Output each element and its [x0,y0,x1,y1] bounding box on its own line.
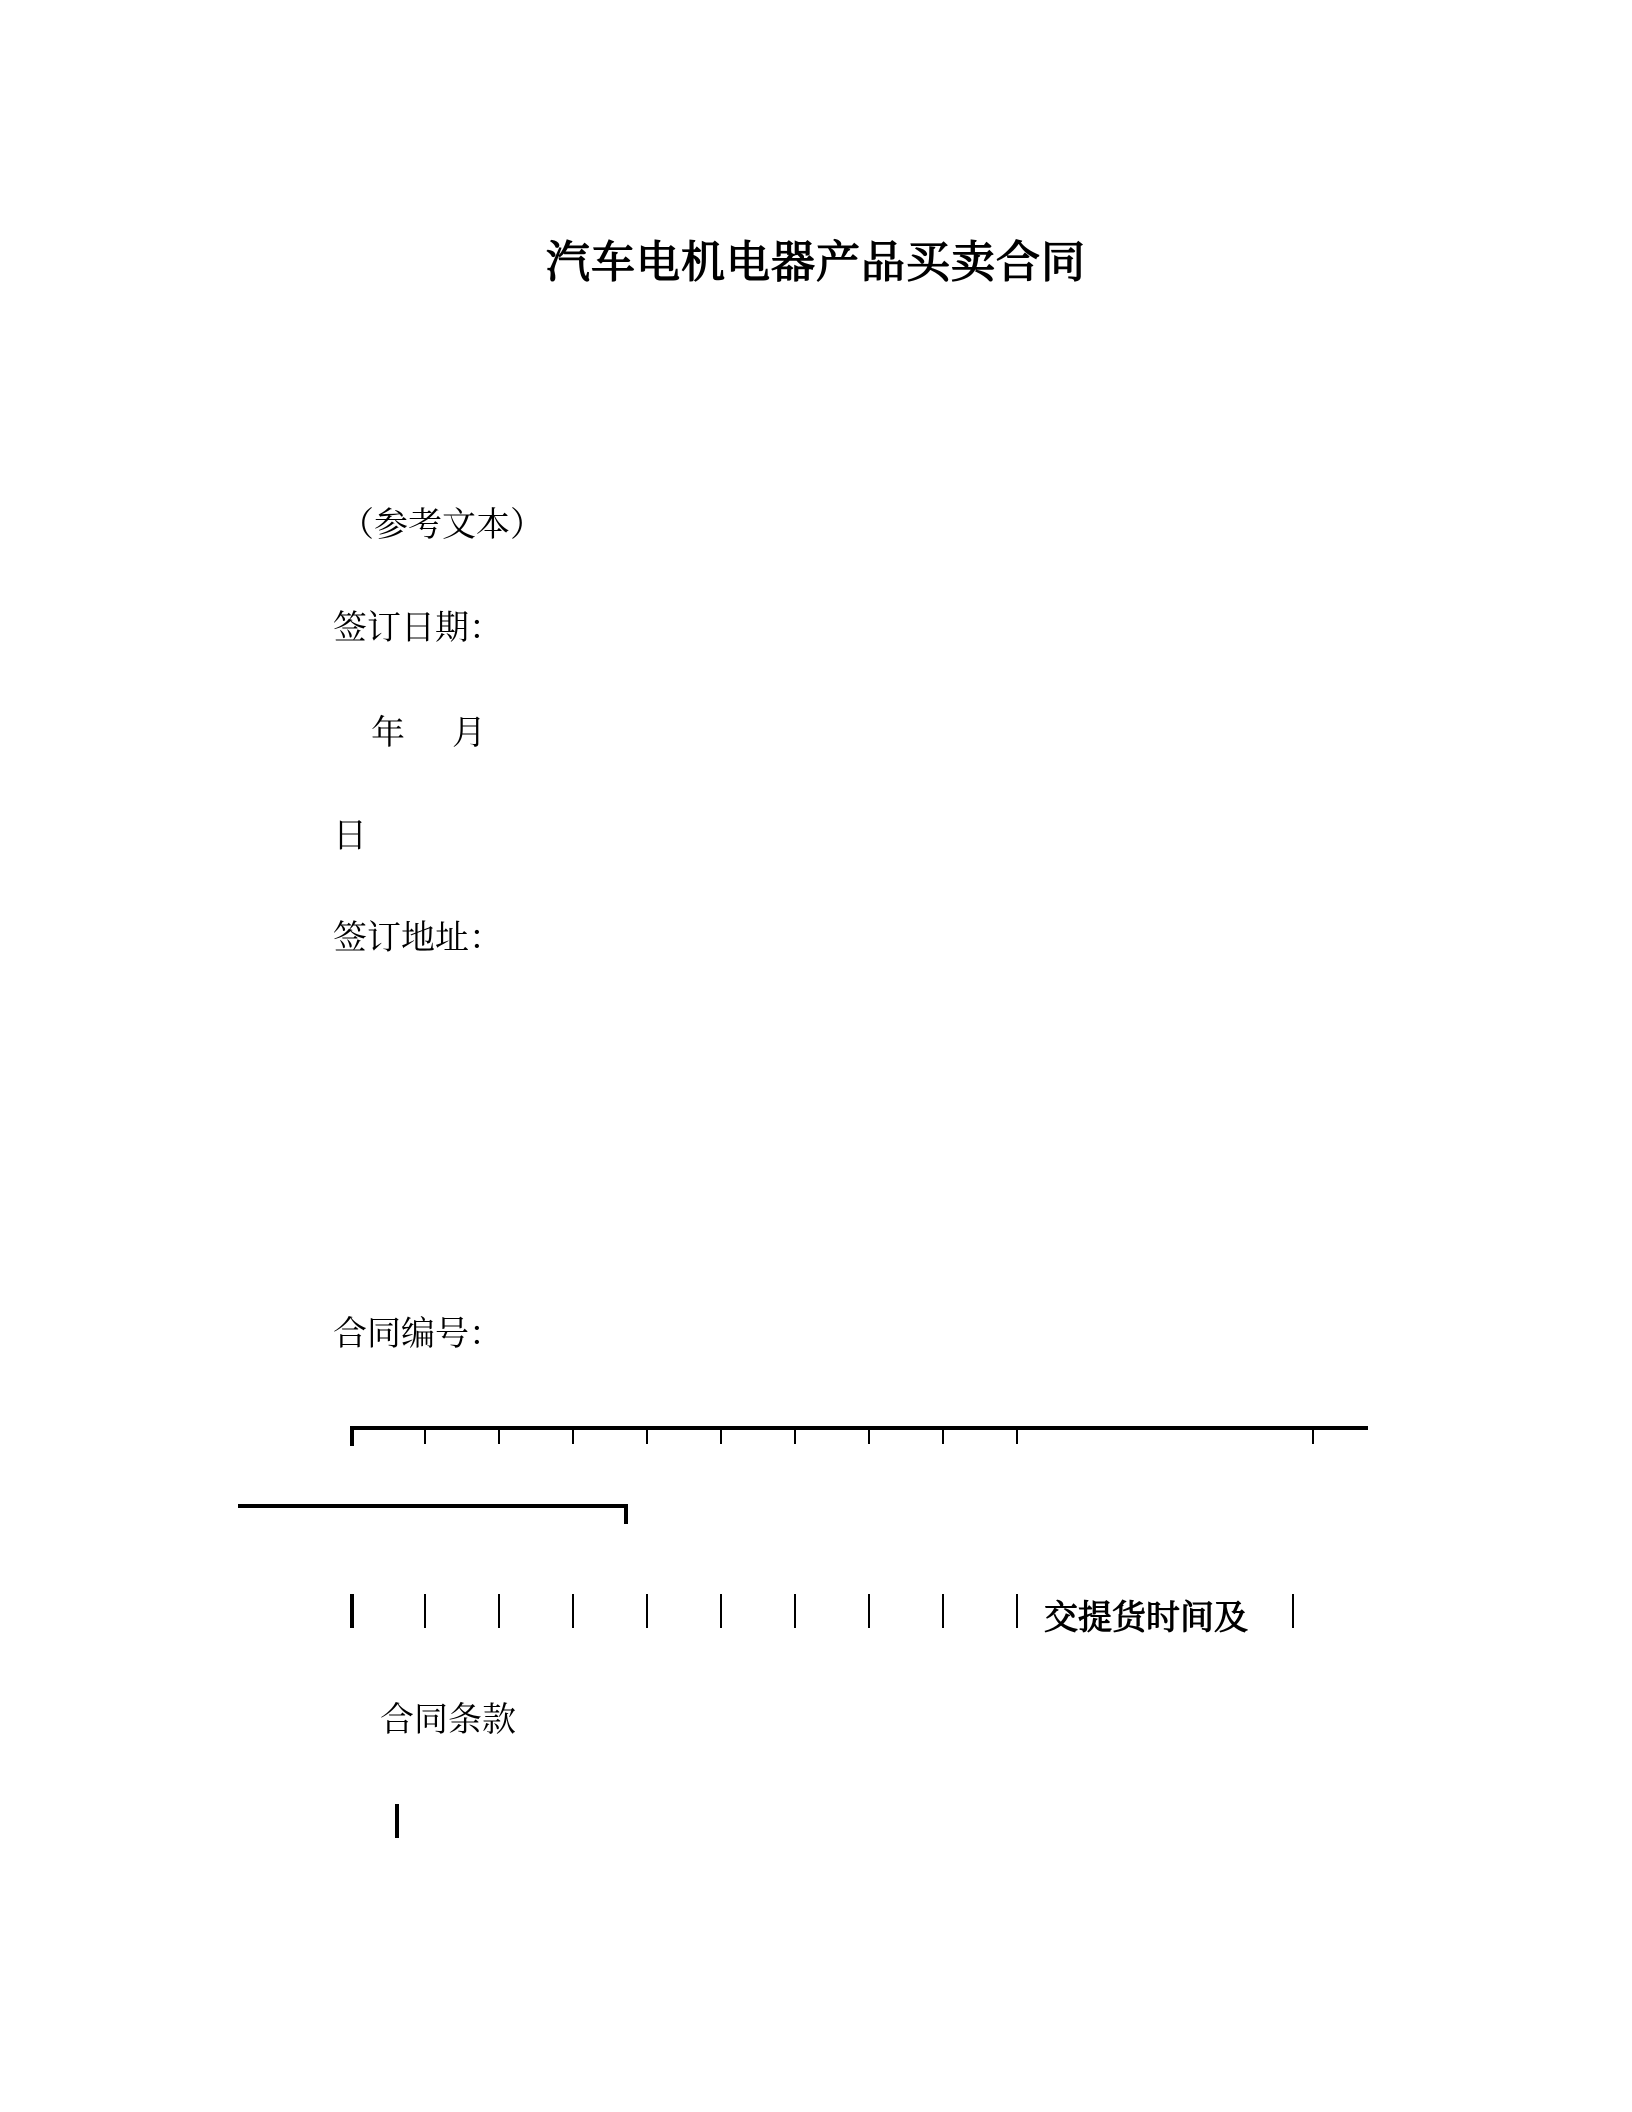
table-column-divider [424,1594,426,1628]
year-label: 年 [371,713,405,753]
table-column-tick [1312,1426,1314,1444]
table-column-tick [868,1426,870,1444]
table-column-divider [1016,1594,1018,1628]
document-title: 汽车电机电器产品买卖合同 [546,237,1086,288]
contract-number-label: 合同编号： [333,1314,503,1354]
table-column-divider [720,1594,722,1628]
sign-date-label: 签订日期： [333,608,503,648]
table-second-rule [238,1504,628,1508]
table-column-divider [794,1594,796,1628]
table-column-tick [720,1426,722,1444]
table-column-tick [350,1426,354,1446]
table-column-tick [498,1426,500,1444]
table-rule-end-tick [624,1504,628,1524]
sign-address-label: 签订地址： [333,918,503,958]
table-column-divider [572,1594,574,1628]
table-column-tick [646,1426,648,1444]
table-column-divider [395,1804,399,1838]
contract-terms-label: 合同条款 [380,1700,516,1740]
table-column-tick [424,1426,426,1444]
month-label: 月 [452,713,486,753]
table-column-tick [1016,1426,1018,1444]
reference-text-note: （参考文本） [340,505,544,545]
day-label: 日 [333,816,367,856]
table-column-divider [350,1594,354,1628]
table-column-tick [942,1426,944,1444]
table-top-rule [350,1426,1368,1430]
table-header-cell: 交提货时间及 [1044,1598,1248,1638]
table-column-divider [498,1594,500,1628]
table-column-divider [1292,1594,1294,1628]
table-column-divider [868,1594,870,1628]
table-column-tick [794,1426,796,1444]
table-column-divider [942,1594,944,1628]
table-column-divider [646,1594,648,1628]
table-column-tick [572,1426,574,1444]
